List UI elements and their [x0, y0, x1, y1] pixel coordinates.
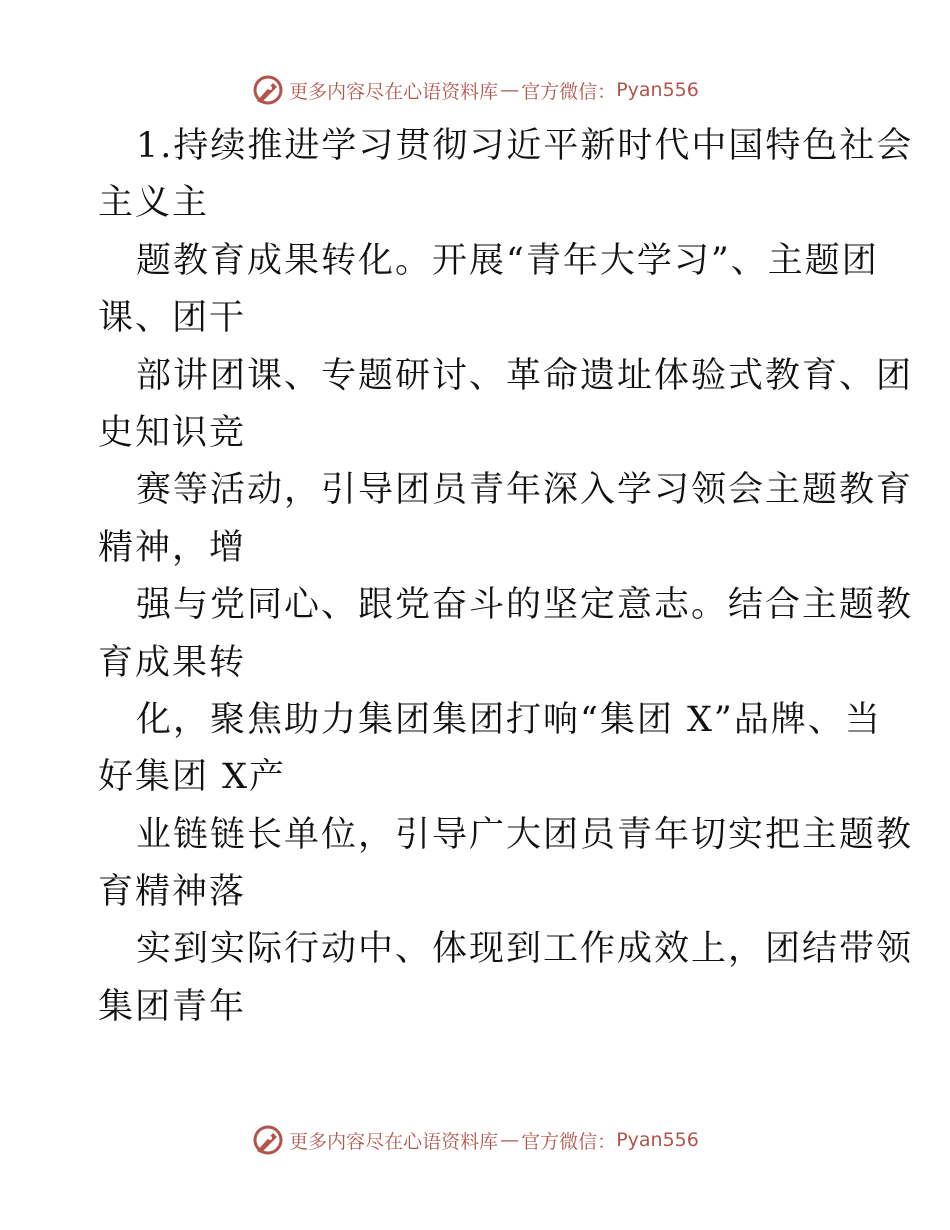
- header-watermark: [0, 70, 950, 110]
- watermark-contact-prefix: 官方微信：: [521, 1130, 617, 1153]
- text-line: 1.持续推进学习贯彻习近平新时代中国特色社会: [136, 126, 914, 166]
- text-line: 题教育成果转化。开展“青年大学习”、主题团: [136, 240, 879, 281]
- text-line: 精神，增: [98, 527, 247, 568]
- text-line: 主义主: [98, 183, 210, 224]
- watermark-dash: —: [500, 79, 520, 101]
- pen-nib-logo-icon: [251, 73, 285, 107]
- text-line: 史知识竞: [98, 412, 247, 453]
- watermark-dash: —: [500, 1129, 520, 1151]
- text-line: 课、团干: [98, 298, 247, 339]
- text-line: 育成果转: [98, 642, 247, 683]
- text-line: 赛等活动，引导团员青年深入学习领会主题教育: [136, 470, 914, 511]
- text-line: 育精神落: [98, 872, 247, 913]
- text-line: 实到实际行动中、体现到工作成效上，团结带领: [136, 929, 914, 970]
- text-line: 强与党同心、跟党奋斗的坚定意志。结合主题教: [136, 585, 914, 626]
- watermark-contact-prefix: 官方微信：: [521, 80, 617, 103]
- text-line: 业链链长单位，引导广大团员青年切实把主题教: [136, 814, 914, 855]
- pen-nib-logo-icon: [251, 1123, 285, 1157]
- text-line: 化，聚焦助力集团集团打响“集团 X”品牌、当: [136, 699, 882, 740]
- watermark-contact-id: Pyan556: [616, 79, 699, 101]
- watermark-contact-id: Pyan556: [616, 1129, 699, 1151]
- text-line: 集团青年: [98, 986, 247, 1027]
- document-body: [98, 118, 914, 1036]
- watermark-brand: 更多内容尽在心语资料库: [289, 1130, 499, 1153]
- text-line: 部讲团课、专题研讨、革命遗址体验式教育、团: [136, 355, 914, 396]
- footer-watermark: [0, 1120, 950, 1160]
- text-line: 好集团 X产: [98, 757, 287, 798]
- watermark-brand: 更多内容尽在心语资料库: [289, 80, 499, 103]
